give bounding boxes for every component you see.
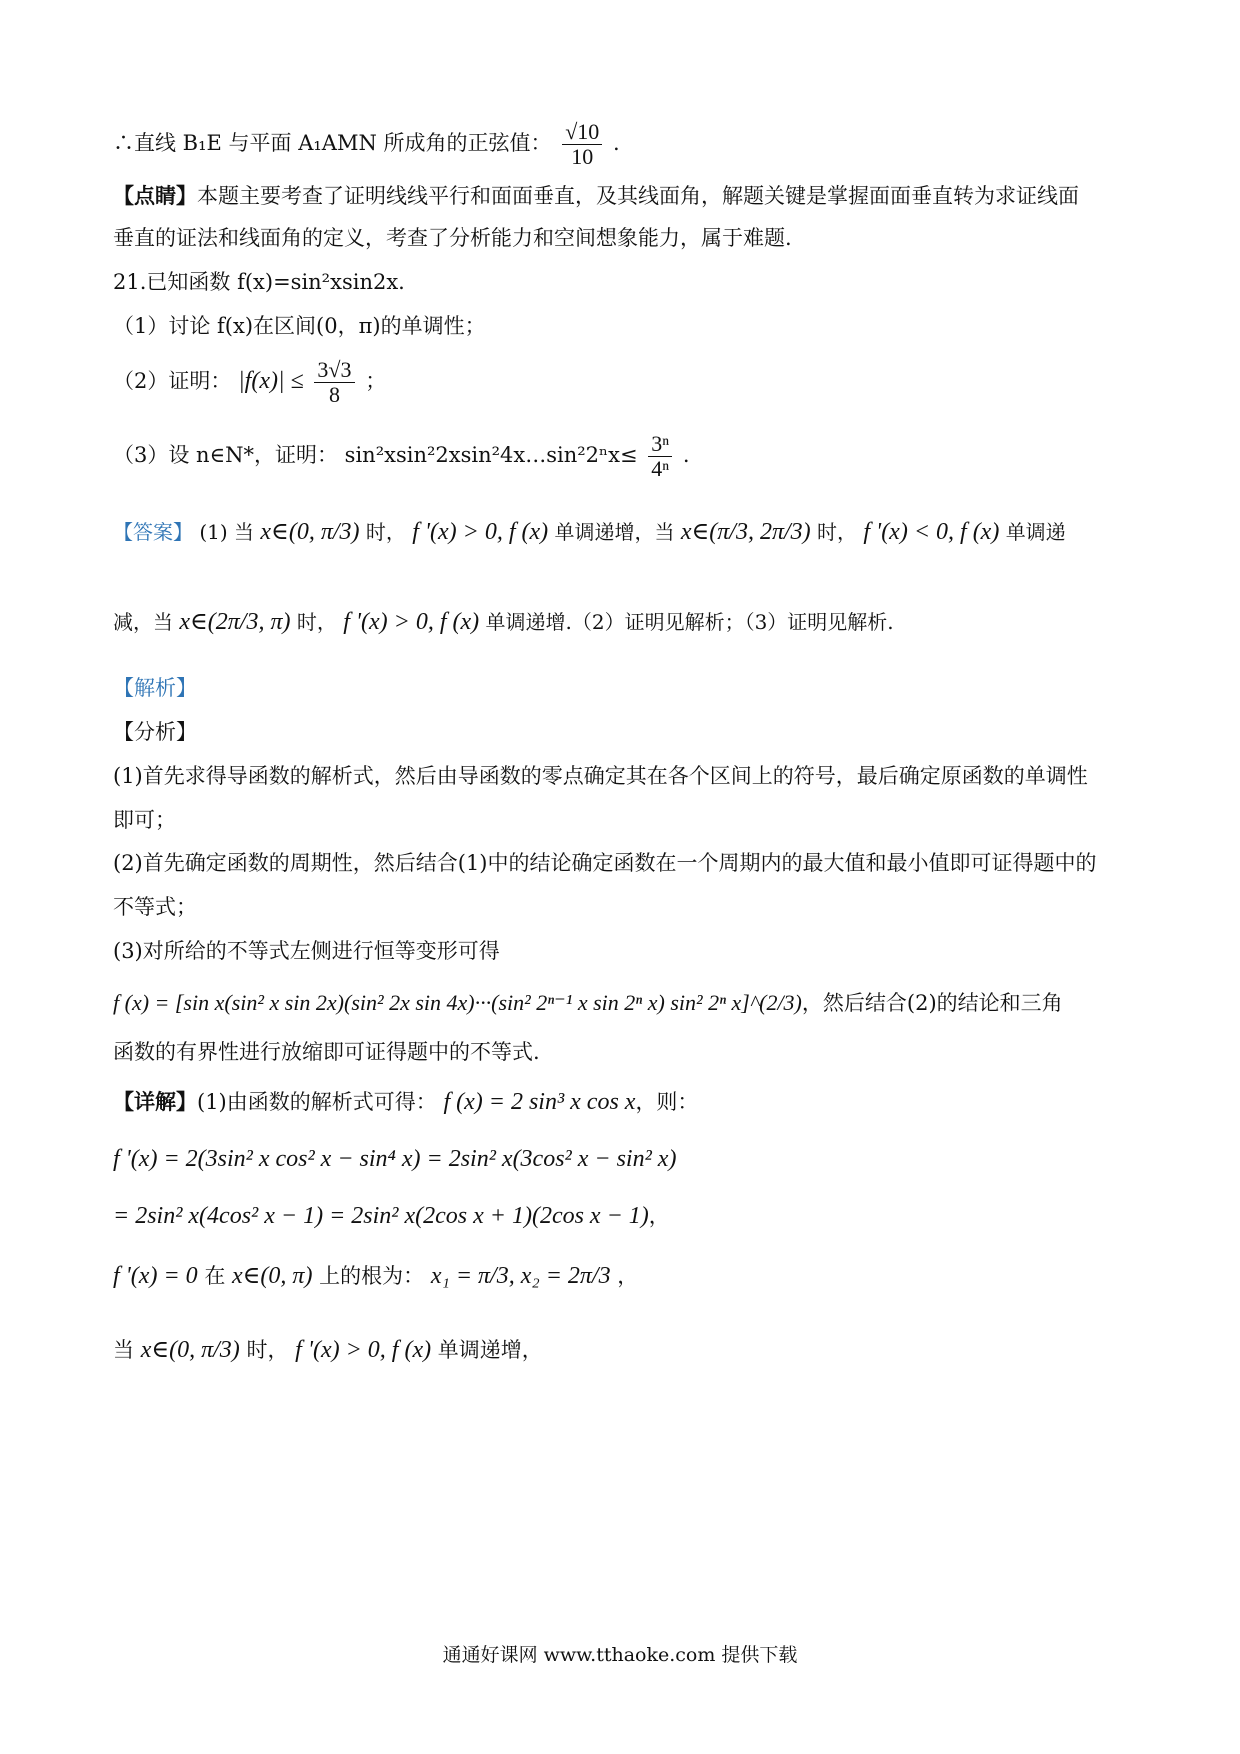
formula-tail: ，然后结合(2)的结论和三角 <box>801 991 1063 1015</box>
q2-expr: |f(x)| ≤ <box>238 368 304 395</box>
dianjing-text1: 本题主要考查了证明线线平行和面面垂直，及其线面角，解题关键是掌握面面垂直转为求证线面 <box>197 184 1079 208</box>
q3-prefix: （3）设 n∈N*，证明： <box>113 443 338 468</box>
fraction-numerator: √10 <box>562 120 602 145</box>
condition-1: f '(x) > 0, f (x) <box>412 519 549 545</box>
condition-2: f '(x) < 0, f (x) <box>863 519 1000 545</box>
dianjing-line1 <box>113 185 1079 207</box>
answer-text: 单调递增，当 <box>554 520 675 544</box>
interval-1: x∈(0, π/3) <box>260 519 360 545</box>
dianjing-line2 <box>113 228 792 249</box>
answer-line1 <box>113 520 1066 544</box>
q3-fraction <box>648 432 672 481</box>
q2-numerator: 3√3 <box>314 358 354 383</box>
q2-fraction <box>314 358 354 407</box>
detail-intro-tail: ，则： <box>635 1090 699 1114</box>
monotone-line <box>113 1338 543 1362</box>
question-1: （1）讨论 f(x)在区间(0，π)的单调性； <box>113 314 486 338</box>
analysis-p3a: (3)对所给的不等式左侧进行恒等变形可得 <box>113 939 500 963</box>
answer-text: 时， <box>817 520 858 544</box>
answer-text: 时， <box>365 520 406 544</box>
analysis-p3b: 函数的有界性进行放缩即可证得题中的不等式. <box>113 1040 540 1064</box>
question-3 <box>113 432 690 481</box>
detail-intro-formula: f (x) = 2 sin³ x cos x <box>443 1089 636 1115</box>
dianjing-tag: 【点睛】 <box>113 183 197 208</box>
analysis-p1b: 即可； <box>113 808 176 832</box>
zero-condition: f '(x) = 0 <box>113 1263 198 1289</box>
conclusion-text: ∴直线 B₁E 与平面 A₁AMN 所成角的正弦值： <box>113 131 552 156</box>
detail-intro-text: (1)由函数的解析式可得： <box>197 1090 437 1114</box>
detail-tag: 【详解】 <box>113 1089 197 1114</box>
analysis-p1a: (1)首先求得导函数的解析式，然后由导函数的零点确定其在各个区间上的符号，最后确定原函数的单调性 <box>113 764 1088 788</box>
interval-3: x∈(2π/3, π) <box>179 609 291 635</box>
roots-text: 在 <box>204 1264 226 1288</box>
problem-stem: 21.已知函数 f(x)=sin²xsin2x. <box>113 270 405 294</box>
identity-formula: f (x) = [sin x(sin² x sin 2x)(sin² 2x sin 4x)···(sin² 2ⁿ⁻¹ x sin 2ⁿ x) sin² 2ⁿ x]^(2/3) <box>113 990 802 1015</box>
interval-2: x∈(π/3, 2π/3) <box>680 519 811 545</box>
fenxi-tag: 【分析】 <box>113 720 197 744</box>
sine-value-fraction <box>562 120 602 169</box>
q3-numerator: 3ⁿ <box>648 432 672 457</box>
monotone-condition: f '(x) > 0, f (x) <box>295 1337 432 1363</box>
answer-text: 时， <box>296 610 337 634</box>
derivative-formula-2: = 2sin² x(4cos² x − 1) = 2sin² x(2cos x + 1)(2cos x − 1) <box>113 1203 649 1229</box>
monotone-text: 时， <box>246 1338 289 1362</box>
q3-denominator: 4ⁿ <box>651 456 670 482</box>
condition-3: f '(x) > 0, f (x) <box>343 609 480 635</box>
detail-intro <box>113 1090 698 1114</box>
q2-prefix: （2）证明： <box>113 369 232 394</box>
question-2 <box>113 358 386 407</box>
analysis-tag: 【解析】 <box>113 676 197 700</box>
derivative-formula-1: f '(x) = 2(3sin² x cos² x − sin⁴ x) = 2sin² x(3cos² x − sin² x) <box>113 1146 677 1172</box>
page-footer: 通通好课网 www.tthaoke.com 提供下载 <box>442 1644 798 1666</box>
answer-text: 减，当 <box>113 610 173 634</box>
derivative-line1 <box>113 1147 676 1171</box>
domain-interval: x∈(0, π) <box>232 1263 313 1289</box>
end-period: . <box>612 131 620 156</box>
answer-line2 <box>113 610 894 634</box>
derivative-tail: ， <box>648 1204 670 1228</box>
answer-tag: 【答案】 <box>113 520 193 544</box>
analysis-p3-formula-line <box>113 992 1063 1014</box>
q2-suffix: ； <box>365 369 387 394</box>
roots-text: 上的根为： <box>319 1264 425 1288</box>
q3-expr: sin²xsin²2xsin²4x…sin²2ⁿx≤ <box>344 443 638 468</box>
derivative-line2 <box>113 1204 670 1228</box>
roots-line <box>113 1264 638 1288</box>
fraction-denominator: 10 <box>571 144 594 170</box>
dianjing-text2: 垂直的证法和线面角的定义，考查了分析能力和空间想象能力，属于难题. <box>113 226 792 250</box>
monotone-text: 当 <box>113 1338 134 1362</box>
q2-denominator: 8 <box>328 382 340 408</box>
answer-text: (1) 当 <box>199 520 255 544</box>
analysis-p2a: (2)首先确定函数的周期性，然后结合(1)中的结论确定函数在一个周期内的最大值和最小值即可证得题中的 <box>113 851 1097 875</box>
answer-text: 单调递增.（2）证明见解析；（3）证明见解析. <box>485 610 894 634</box>
q3-suffix: . <box>682 443 690 468</box>
monotone-interval: x∈(0, π/3) <box>140 1337 240 1363</box>
roots-values: x₁ = π/3, x₂ = 2π/3 <box>430 1263 611 1289</box>
answer-text: 单调递 <box>1005 520 1066 544</box>
monotone-text: 单调递增， <box>437 1338 543 1362</box>
conclusion-line <box>113 120 620 169</box>
analysis-p2b: 不等式； <box>113 895 197 919</box>
roots-tail: ， <box>617 1264 639 1288</box>
